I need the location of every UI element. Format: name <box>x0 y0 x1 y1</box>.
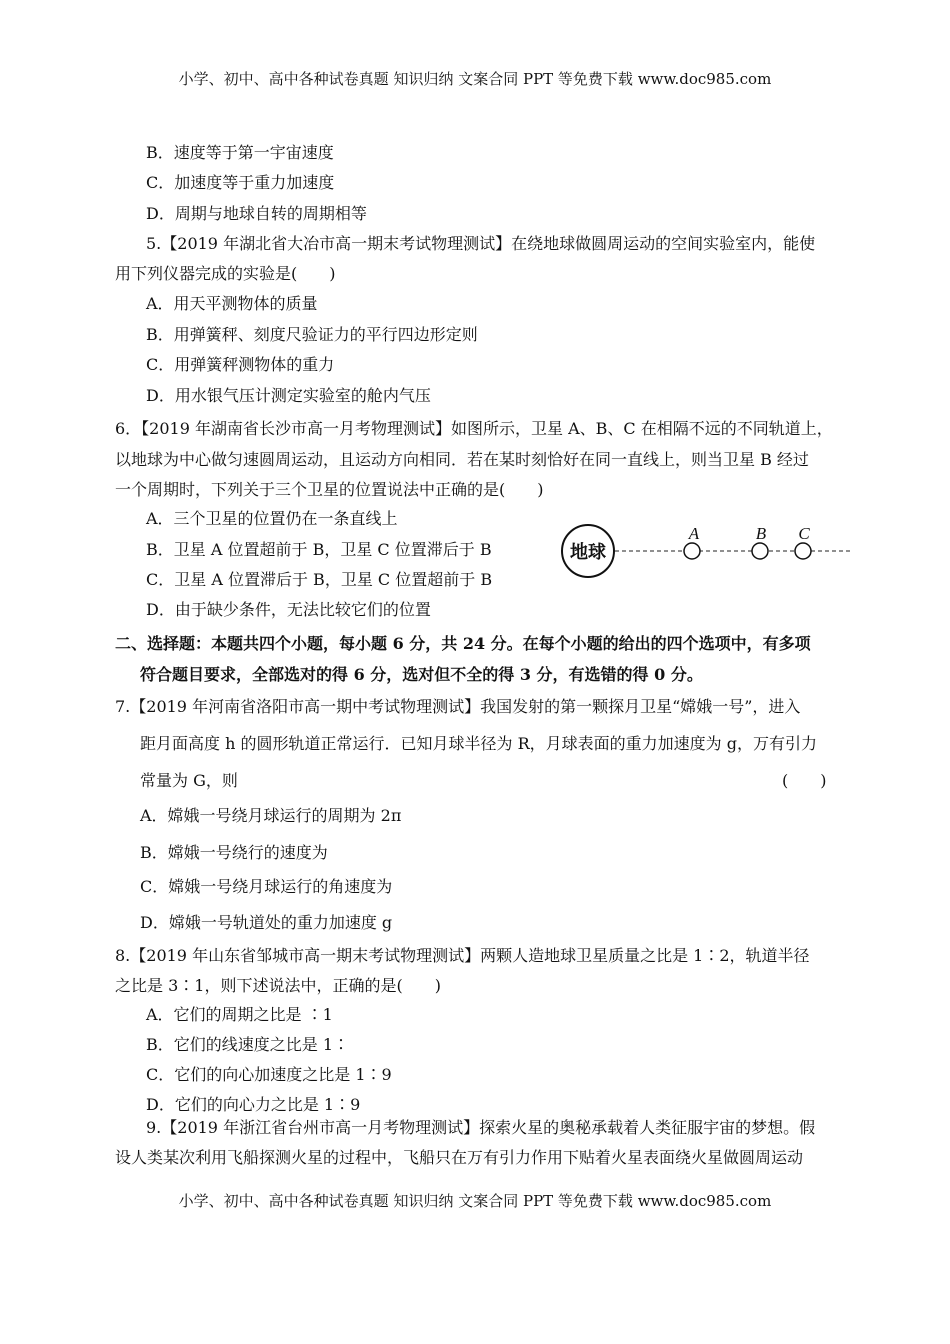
q7-option-d: D．嫦娥一号轨道处的重力加速度 g <box>140 913 393 932</box>
q6-stem-line-2: 以地球为中心做匀速圆周运动，且运动方向相同．若在某时刻恰好在同一直线上，则当卫星 B 经过 <box>115 450 809 469</box>
q9-stem-line-1: 9.【2019 年浙江省台州市高一月考物理测试】探索火星的奥秘承载着人类征服宇宙的梦想。假 <box>146 1118 816 1137</box>
q8-stem-line-1: 8.【2019 年山东省邹城市高一期末考试物理测试】两颗人造地球卫星质量之比是 1∶2，轨道半径 <box>115 946 810 965</box>
q7-option-b: B．嫦娥一号绕行的速度为 <box>140 843 328 862</box>
q6-option-a: A．三个卫星的位置仍在一条直线上 <box>146 509 398 528</box>
section-2-heading-line-2: 符合题目要求，全部选对的得 6 分，选对但不全的得 3 分，有选错的得 0 分。 <box>140 665 703 684</box>
q4-option-c: C．加速度等于重力加速度 <box>146 173 335 192</box>
q8-stem-line-2: 之比是 3∶1，则下述说法中，正确的是( ) <box>115 976 441 995</box>
satellite-a <box>684 543 700 559</box>
q5-option-d: D．用水银气压计测定实验室的舱内气压 <box>146 386 431 405</box>
q6-option-c: C．卫星 A 位置滞后于 B，卫星 C 位置超前于 B <box>146 570 493 589</box>
q7-answer-paren: ( ) <box>782 771 827 790</box>
q8-option-d: D．它们的向心力之比是 1∶9 <box>146 1095 361 1114</box>
satellite-c <box>795 543 811 559</box>
q7-option-a: A．嫦娥一号绕月球运行的周期为 2π <box>140 806 402 825</box>
q6-stem-line-3: 一个周期时，下列关于三个卫星的位置说法中正确的是( ) <box>115 480 544 499</box>
q9-stem-line-2: 设人类某次利用飞船探测火星的过程中，飞船只在万有引力作用下贴着火星表面绕火星做圆周运动 <box>115 1148 804 1167</box>
q8-option-a: A．它们的周期之比是 ∶1 <box>146 1005 333 1024</box>
q5-stem-line-1: 5.【2019 年湖北省大冶市高一期末考试物理测试】在绕地球做圆周运动的空间实验室内，能使 <box>146 234 816 253</box>
q8-option-c: C．它们的向心加速度之比是 1∶9 <box>146 1065 392 1084</box>
q8-option-b: B．它们的线速度之比是 1∶ <box>146 1035 350 1054</box>
q5-stem-line-2: 用下列仪器完成的实验是( ) <box>115 264 336 283</box>
page-footer: 小学、初中、高中各种试卷真题 知识归纳 文案合同 PPT 等免费下载 www.doc985.com <box>178 1192 772 1210</box>
q7-stem-line-2: 距月面高度 h 的圆形轨道正常运行．已知月球半径为 R，月球表面的重力加速度为 g，万有引力 <box>140 734 817 753</box>
q5-option-a: A．用天平测物体的质量 <box>146 294 318 313</box>
q4-option-b: B．速度等于第一宇宙速度 <box>146 143 334 162</box>
q5-option-b: B．用弹簧秤、刻度尺验证力的平行四边形定则 <box>146 325 478 344</box>
satellite-a-label: A <box>688 524 700 543</box>
satellite-b <box>752 543 768 559</box>
q7-option-c: C．嫦娥一号绕月球运行的角速度为 <box>140 877 393 896</box>
satellite-c-label: C <box>798 524 810 543</box>
satellite-b-label: B <box>755 524 767 543</box>
q6-option-d: D．由于缺少条件，无法比较它们的位置 <box>146 600 431 619</box>
q7-stem-line-3: 常量为 G，则 <box>140 771 238 790</box>
page-header: 小学、初中、高中各种试卷真题 知识归纳 文案合同 PPT 等免费下载 www.doc985.com <box>178 70 772 88</box>
q6-stem-line-1: 6．【2019 年湖南省长沙市高一月考物理测试】如图所示，卫星 A、B、C 在相隔不远的不同轨道上， <box>115 419 833 438</box>
earth-label: 地球 <box>570 542 606 563</box>
satellite-orbit-diagram <box>560 518 860 588</box>
section-2-heading-line-1: 二、选择题：本题共四个小题，每小题 6 分，共 24 分。在每个小题的给出的四个选项中，有多项 <box>115 634 811 653</box>
q6-option-b: B．卫星 A 位置超前于 B，卫星 C 位置滞后于 B <box>146 540 492 559</box>
q4-option-d: D．周期与地球自转的周期相等 <box>146 204 367 223</box>
q5-option-c: C．用弹簧秤测物体的重力 <box>146 355 335 374</box>
q7-stem-line-1: 7.【2019 年河南省洛阳市高一期中考试物理测试】我国发射的第一颗探月卫星“嫦娥一号”，进入 <box>115 697 801 716</box>
